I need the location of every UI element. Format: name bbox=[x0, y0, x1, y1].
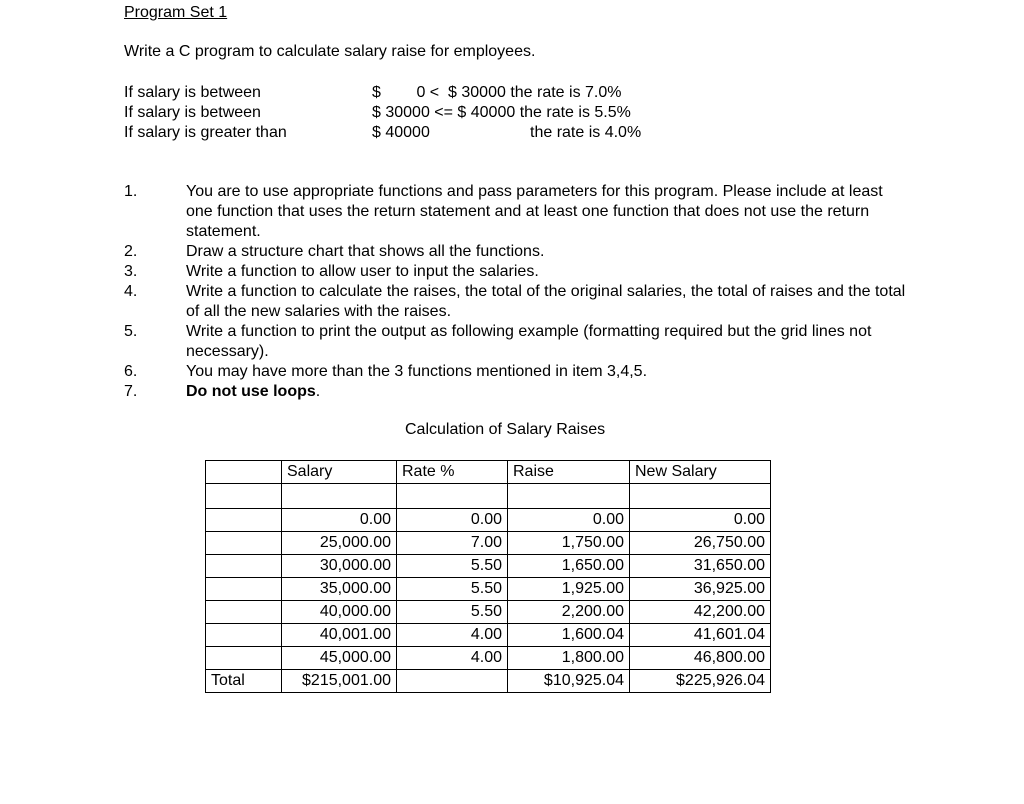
table-cell bbox=[206, 624, 282, 647]
table-cell bbox=[282, 484, 397, 509]
condition-range: $ 40000 bbox=[372, 124, 430, 141]
table-cell bbox=[630, 484, 771, 509]
table-cell: 42,200.00 bbox=[630, 601, 771, 624]
table-cell: 0.00 bbox=[508, 509, 630, 532]
table-row bbox=[206, 624, 771, 647]
table-row bbox=[206, 532, 771, 555]
condition-label: If salary is greater than bbox=[124, 124, 287, 141]
doc-title: Program Set 1 bbox=[124, 4, 228, 21]
item-number: 4. bbox=[124, 283, 138, 300]
header-cell: Salary bbox=[282, 461, 397, 484]
table-row bbox=[206, 578, 771, 601]
item-text-bold bbox=[186, 382, 906, 402]
table-row bbox=[206, 601, 771, 624]
table-cell: 5.50 bbox=[397, 555, 508, 578]
total-new-salary: $225,926.04 bbox=[630, 670, 771, 693]
item-text: Write a function to print the output as following example (formatting required but the grid lines not necessary). bbox=[186, 323, 872, 360]
item-number: 2. bbox=[124, 243, 138, 260]
item-number: 3. bbox=[124, 263, 138, 280]
total-rate bbox=[397, 670, 508, 693]
table-cell: 36,925.00 bbox=[630, 578, 771, 601]
item-number: 1. bbox=[124, 183, 138, 200]
table-cell: 1,650.00 bbox=[508, 555, 630, 578]
total-raise: $10,925.04 bbox=[508, 670, 630, 693]
table-header-row bbox=[206, 461, 771, 484]
header-cell: Rate % bbox=[397, 461, 508, 484]
total-row bbox=[206, 670, 771, 693]
table-row bbox=[206, 555, 771, 578]
blank-row bbox=[206, 484, 771, 509]
intro-text: Write a C program to calculate salary raise for employees. bbox=[124, 43, 536, 60]
table-cell: 25,000.00 bbox=[282, 532, 397, 555]
item-number: 6. bbox=[124, 363, 138, 380]
total-label: Total bbox=[206, 670, 282, 693]
table-cell bbox=[206, 601, 282, 624]
header-cell: Raise bbox=[508, 461, 630, 484]
bold-instruction: Do not use loops bbox=[186, 383, 316, 400]
table-cell bbox=[206, 555, 282, 578]
table-cell: 46,800.00 bbox=[630, 647, 771, 670]
table-row bbox=[206, 647, 771, 670]
table-cell: 1,600.04 bbox=[508, 624, 630, 647]
table-cell bbox=[206, 532, 282, 555]
table-caption: Calculation of Salary Raises bbox=[405, 421, 606, 438]
header-cell bbox=[206, 461, 282, 484]
table-cell: 4.00 bbox=[397, 647, 508, 670]
table-row bbox=[206, 509, 771, 532]
item-number: 5. bbox=[124, 323, 138, 340]
table-cell: 7.00 bbox=[397, 532, 508, 555]
condition-label: If salary is between bbox=[124, 84, 261, 101]
table-cell: 40,000.00 bbox=[282, 601, 397, 624]
table-cell: 5.50 bbox=[397, 578, 508, 601]
item-number: 7. bbox=[124, 383, 138, 400]
item-text: Write a function to calculate the raises, the total of the original salaries, the total of raises and the total of all the new salaries with the raises. bbox=[186, 283, 906, 320]
table-cell: 1,925.00 bbox=[508, 578, 630, 601]
table-cell: 1,800.00 bbox=[508, 647, 630, 670]
table-cell bbox=[206, 647, 282, 670]
condition-label: If salary is between bbox=[124, 104, 261, 121]
item-text: You are to use appropriate functions and pass parameters for this program. Please include at least one function that uses the return statement and at least one function that does not use the return statement. bbox=[186, 183, 883, 240]
table-cell: 0.00 bbox=[630, 509, 771, 532]
header-cell: New Salary bbox=[630, 461, 771, 484]
table-cell bbox=[508, 484, 630, 509]
table-cell: 0.00 bbox=[282, 509, 397, 532]
table-cell: 1,750.00 bbox=[508, 532, 630, 555]
table-cell: 40,001.00 bbox=[282, 624, 397, 647]
item-text: You may have more than the 3 functions mentioned in item 3,4,5. bbox=[186, 363, 648, 380]
condition-range: $ 0 < $ 30000 the rate is 7.0% bbox=[372, 84, 622, 101]
table-cell bbox=[397, 484, 508, 509]
item-text: Draw a structure chart that shows all the functions. bbox=[186, 243, 545, 260]
table-cell: 4.00 bbox=[397, 624, 508, 647]
table-cell: 26,750.00 bbox=[630, 532, 771, 555]
table-cell bbox=[206, 509, 282, 532]
table-cell: 5.50 bbox=[397, 601, 508, 624]
condition-range: $ 30000 <= $ 40000 the rate is 5.5% bbox=[372, 104, 631, 121]
table-cell: 2,200.00 bbox=[508, 601, 630, 624]
table-cell bbox=[206, 484, 282, 509]
table-cell: 30,000.00 bbox=[282, 555, 397, 578]
salary-table bbox=[205, 460, 771, 693]
table-cell: 41,601.04 bbox=[630, 624, 771, 647]
table-cell: 35,000.00 bbox=[282, 578, 397, 601]
condition-rate: the rate is 4.0% bbox=[530, 124, 642, 141]
total-salary: $215,001.00 bbox=[282, 670, 397, 693]
item-text: Write a function to allow user to input the salaries. bbox=[186, 263, 539, 280]
table-cell: 45,000.00 bbox=[282, 647, 397, 670]
table-cell bbox=[206, 578, 282, 601]
period: . bbox=[315, 383, 321, 400]
table-cell: 31,650.00 bbox=[630, 555, 771, 578]
table-cell: 0.00 bbox=[397, 509, 508, 532]
